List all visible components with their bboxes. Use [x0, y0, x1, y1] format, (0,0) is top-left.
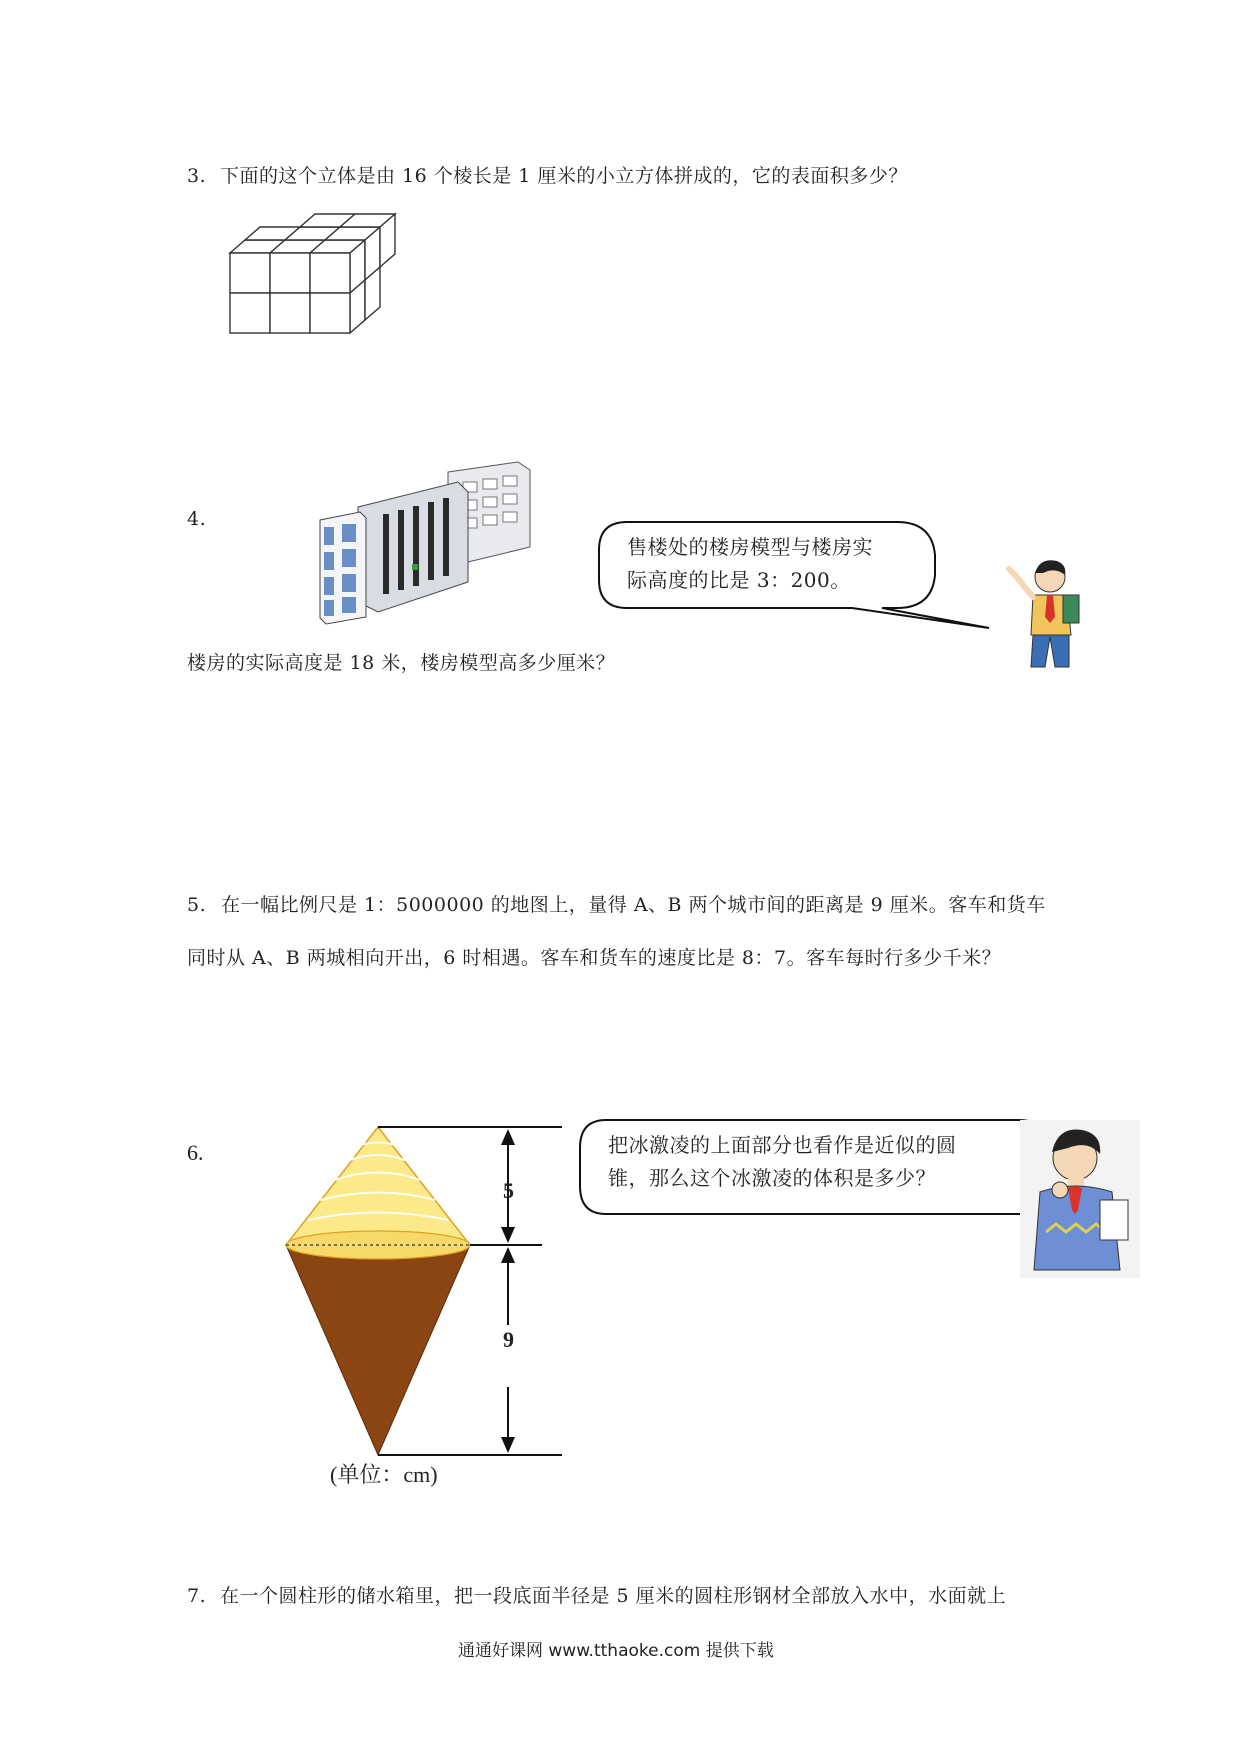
q5-number: 5.	[187, 894, 207, 916]
q4-bubble-line1: 售楼处的楼房模型与楼房实	[627, 535, 873, 559]
boy-illustration-q6	[1020, 1120, 1140, 1278]
ice-cream-cone-figure	[280, 1125, 570, 1470]
q3-number: 3.	[187, 165, 207, 187]
q5-line2: 同时从 A、B 两城相向开出，6 时相遇。客车和货车的速度比是 8：7。客车每时行多少千米？	[187, 947, 1002, 969]
dimension-label-top: 5	[503, 1178, 514, 1203]
footer-credit: 通通好课网 www.tthaoke.com 提供下载	[458, 1641, 774, 1661]
unit-label: (单位：cm)	[330, 1462, 438, 1487]
building-model-illustration	[318, 452, 530, 627]
q4-number: 4.	[187, 508, 207, 530]
q3-text: 下面的这个立体是由 16 个棱长是 1 厘米的小立方体拼成的，它的表面积多少？	[220, 165, 908, 187]
q6-number: 6.	[187, 1140, 204, 1165]
boy-illustration-q4	[995, 555, 1090, 673]
q7-number: 7.	[187, 1585, 207, 1607]
q7-text: 在一个圆柱形的储水箱里，把一段底面半径是 5 厘米的圆柱形钢材全部放入水中，水面就上	[220, 1585, 1007, 1607]
q6-bubble-line2: 锥，那么这个冰激凌的体积是多少？	[608, 1166, 936, 1190]
dimension-label-bottom: 9	[503, 1327, 514, 1352]
q4-question: 楼房的实际高度是 18 米，楼房模型高多少厘米？	[187, 652, 616, 674]
q5-line1: 在一幅比例尺是 1：5000000 的地图上，量得 A、B 两个城市间的距离是 9 厘米。客车和货车	[221, 894, 1046, 916]
q4-bubble-line2: 际高度的比是 3：200。	[627, 568, 851, 592]
cube-stack-figure	[225, 210, 395, 335]
q6-bubble-line1: 把冰激凌的上面部分也看作是近似的圆	[608, 1133, 957, 1157]
